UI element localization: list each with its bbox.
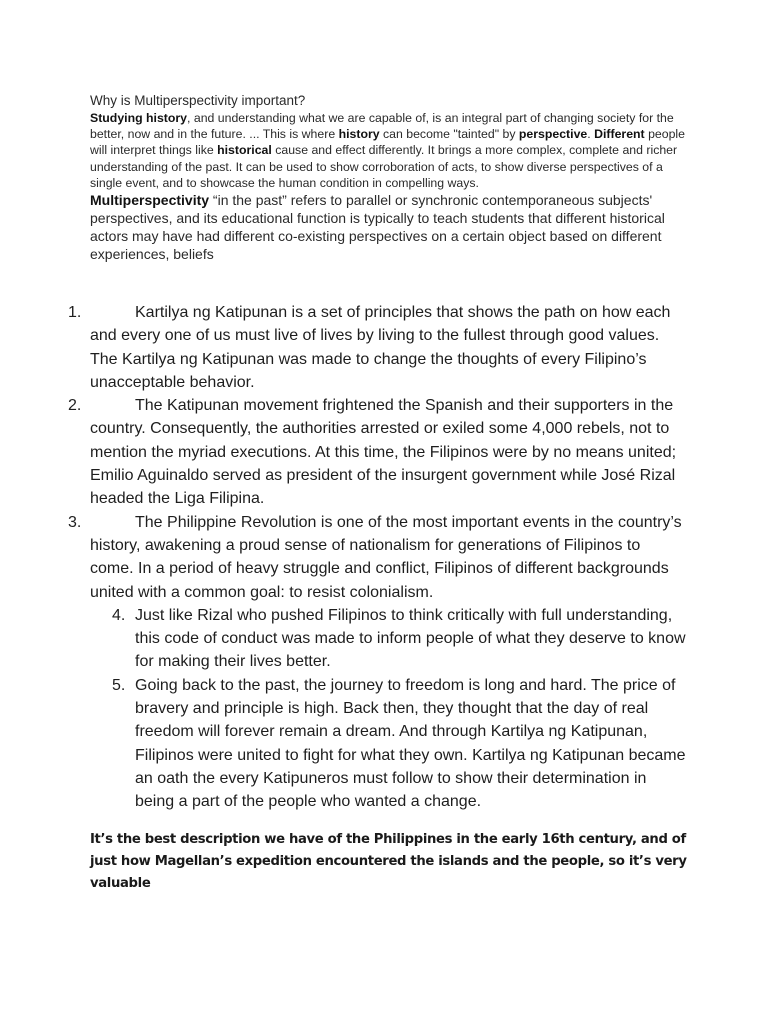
intro-question: Why is Multiperspectivity important? [90,93,306,108]
list-number: 3. [68,513,82,531]
list-number: 1. [68,304,82,321]
list-item-text: The Katipunan movement frightened the Spanish and their supporters in the country. Consequently, the authorities arrested or exiled some 4,000 rebels, not to mention the myriad executions. At this time, the Filipinos were by no means united; Emilio Aguinaldo served as president of the insurgent government while José Rizal headed the Liga Filipina. [90,397,677,508]
bold-term: Different [594,127,645,142]
list-number: 2. [68,397,82,415]
list-item-text: Kartilya ng Katipunan is a set of principles that shows the path on how each and every one of us must live of lives by living to the fullest through good values. The Kartilya ng Katipunan was made to change the thoughts of every Filipino’s unacceptable behavior. [90,304,671,391]
list-number: 4. [112,606,126,624]
bold-term: Studying history [90,111,188,125]
paragraph-text: . [587,127,595,142]
paragraph-text: , and understanding what we are capable of, is an integral part of changing society for the better, now and in the future. ... This is where [90,111,674,142]
list-item [68,394,688,510]
list-item [68,511,688,604]
bold-term: perspective [518,127,588,142]
list-item-text: Going back to the past, the journey to freedom is long and hard. The price of bravery and principle is high. Back then, they thought that the day of real freedom will forever remain a dream. And through Kartilya ng Katipunan, Filipinos were united to fight for what they own. Kartilya ng Katipunan became an oath the every Katipuneros must follow to show their determination in being a part of the people who wanted a change. [135,676,686,811]
paragraph-text: cause and effect differently. It brings a more complex, complete and richer understanding of the past. It can be used to show corroboration of acts, to show diverse perspectives of a single event, and to showcase the human condition in compelling ways. [90,143,678,190]
list-item-text: Just like Rizal who pushed Filipinos to think critically with full understanding, this code of conduct was made to inform people of what they deserve to know for making their lives better. [135,606,686,671]
intro-paragraph-1 [90,110,690,191]
intro-paragraph-2 [90,191,690,263]
list-item [68,301,688,394]
closing-paragraph: It’s the best description we have of the Philippines in the early 16th century, and of just how Magellan’s expedition encountered the islands and the people, so it’s very valuable [90,832,687,891]
bold-term: Multiperspectivity [90,192,210,209]
list-item-text: The Philippine Revolution is one of the most important events in the country’s history, awakening a proud sense of nationalism for generations of Filipinos to come. In a period of heavy struggle and conflict, Filipinos of different backgrounds united with a common goal: to resist colonialism. [90,513,682,601]
sub-list-item [68,674,688,814]
paragraph-text: can become "tainted" by [379,127,519,142]
numbered-list [68,301,688,814]
intro-section [90,93,690,263]
paragraph-text: “in the past” refers to parallel or synchronic contemporaneous subjects' perspectives, and its educational function is typically to teach students that different historical actors may have had different co-existing perspectives on a certain object based on different experiences, beliefs [90,192,665,263]
bold-term: history [338,127,380,142]
bold-term: historical [217,143,272,158]
list-number: 5. [112,676,126,694]
paragraph-text: people will interpret things like [90,127,685,158]
sub-list-item [68,604,688,674]
